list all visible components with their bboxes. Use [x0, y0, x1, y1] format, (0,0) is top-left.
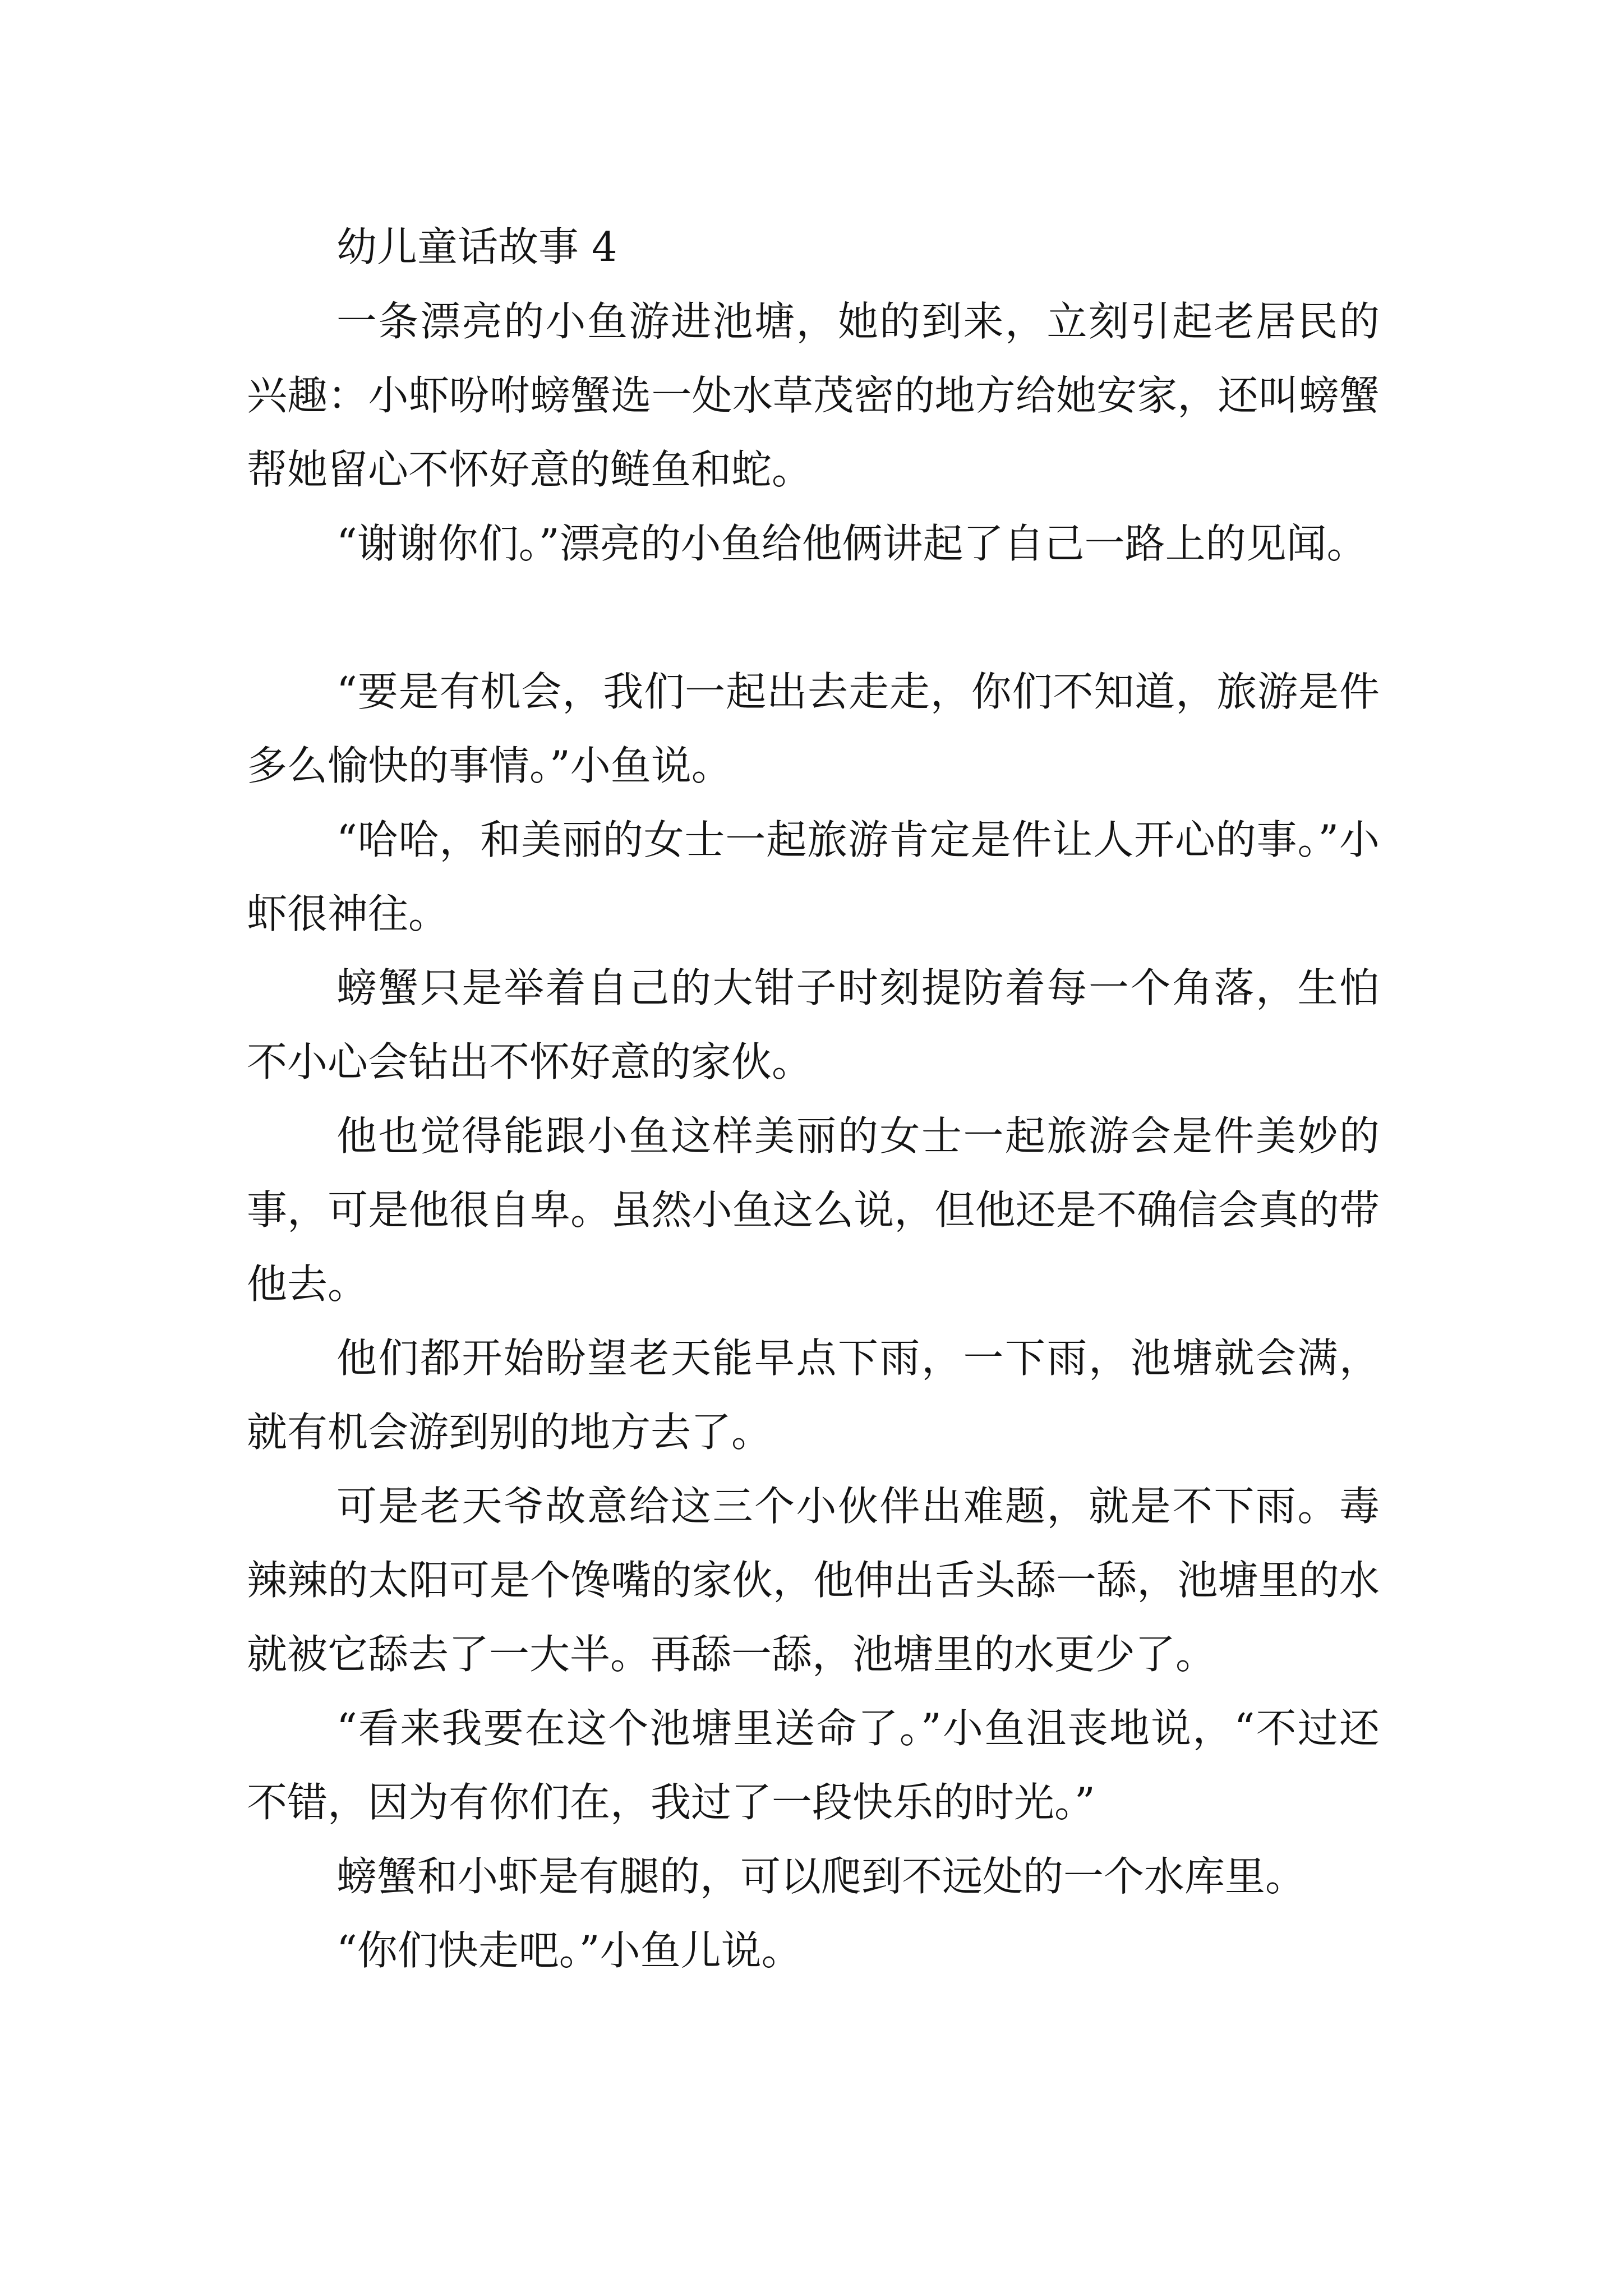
paragraph-11: “你们快走吧。”小鱼儿说。: [336, 1927, 802, 1974]
story-title: 幼儿童话故事 4: [336, 223, 617, 270]
paragraph-7: 他们都开始盼望老天能早点下雨，一下雨，池塘就会满，就有机会游到别的地方去了。: [247, 1335, 1380, 1456]
paragraph-1: 一条漂亮的小鱼游进池塘，她的到来，立刻引起老居民的兴趣：小虾吩咐螃蟹选一处水草茂密的地方给她安家，还叫螃蟹帮她留心不怀好意的鲢鱼和蛇。: [247, 298, 1380, 493]
paragraph-6: 他也觉得能跟小鱼这样美丽的女士一起旅游会是件美妙的事，可是他很自卑。虽然小鱼这么说，但他还是不确信会真的带他去。: [247, 1112, 1380, 1308]
paragraph-4: “哈哈，和美丽的女士一起旅游肯定是件让人开心的事。”小虾很神往。: [247, 816, 1380, 937]
paragraph-3: “要是有机会，我们一起出去走走，你们不知道，旅游是件多么愉快的事情。”小鱼说。: [247, 668, 1380, 789]
paragraph-8: 可是老天爷故意给这三个小伙伴出难题，就是不下雨。毒辣辣的太阳可是个馋嘴的家伙，他伸出舌头舔一舔，池塘里的水就被它舔去了一大半。再舔一舔，池塘里的水更少了。: [247, 1483, 1380, 1678]
paragraph-9: “看来我要在这个池塘里送命了。”小鱼沮丧地说，“不过还不错，因为有你们在，我过了一段快乐的时光。”: [247, 1705, 1380, 1826]
paragraph-5: 螃蟹只是举着自己的大钳子时刻提防着每一个角落，生怕不小心会钻出不怀好意的家伙。: [247, 964, 1380, 1085]
paragraph-10: 螃蟹和小虾是有腿的，可以爬到不远处的一个水库里。: [336, 1853, 1306, 1900]
paragraph-2: “谢谢你们。”漂亮的小鱼给他俩讲起了自己一路上的见闻。: [336, 520, 1367, 567]
